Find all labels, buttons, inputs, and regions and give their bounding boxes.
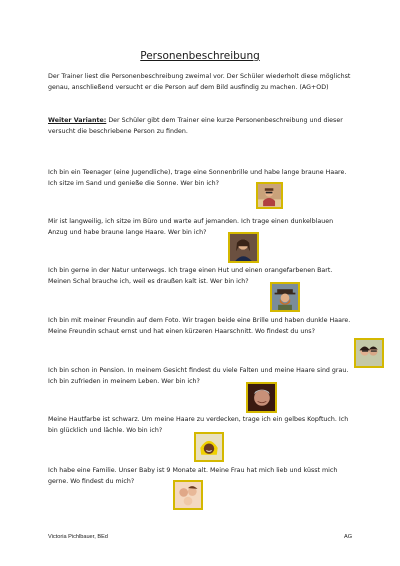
- page-title: Personenbeschreibung: [140, 50, 260, 62]
- description-2: Mir ist langweilig, ich sitze im Büro und warte auf jemanden. Ich trage einen dunkelblauen Anzug und habe braune lange Haare. Wer bin ich?: [48, 218, 334, 236]
- description-6: Meine Hautfarbe ist schwarz. Um meine Haare zu verdecken, trage ich ein gelbes Kopftuch. Ich bin glücklich und lächle. Wo bin ich?: [48, 416, 349, 434]
- photo-woman-yellow-headscarf: [194, 432, 224, 462]
- description-1: Ich bin ein Teenager (eine Jugendliche), trage eine Sonnenbrille und habe lange braune Haare. Ich sitze im Sand und genieße die Sonne. Wer bin ich?: [48, 169, 347, 187]
- photo-teenager-sunglasses: [256, 182, 283, 209]
- description-4: Ich bin mit meiner Freundin auf dem Foto. Wir tragen beide eine Brille und haben dunkle Haare. Meine Freundin schaut ernst und hat einen kürzeren Haarschnitt. Wo findest du uns?: [48, 317, 351, 335]
- photo-family-baby: [173, 480, 203, 510]
- variant-text: Der Schüler gibt dem Trainer eine kurze Personenbeschreibung und dieser versucht die beschriebene Person zu finden.: [48, 117, 343, 135]
- description-5: Ich bin schon in Pension. In meinem Gesicht findest du viele Falten und meine Haare sind grau. Ich bin zufrieden in meinem Leben. Wer bin ich?: [48, 367, 349, 385]
- photo-bearded-man-hat: [270, 282, 300, 312]
- variant-label: Weiter Variante:: [48, 117, 107, 124]
- description-7: Ich habe eine Familie. Unser Baby ist 9 Monate alt. Meine Frau hat mich lieb und küsst mich gerne. Wo findest du mich?: [48, 467, 338, 485]
- photo-elderly-man: [246, 382, 277, 413]
- photo-office-woman: [228, 232, 259, 263]
- photo-two-friends-glasses: [354, 338, 384, 368]
- footer-right-label: AG: [344, 534, 353, 540]
- intro-paragraph: Der Trainer liest die Personenbeschreibung zweimal vor. Der Schüler wiederholt diese möglichst genau, anschließend versucht er die Person auf dem Bild ausfindig zu machen. (AG+OD): [48, 73, 351, 91]
- description-3: Ich bin gerne in der Natur unterwegs. Ich trage einen Hut und einen orangefarbenen Bart. Meinen Schal brauche ich, weil es draußen kalt ist. Wer bin ich?: [48, 267, 333, 285]
- footer-author: Victoria Pichlbauer, BEd: [48, 534, 108, 540]
- variant-paragraph: [48, 116, 353, 138]
